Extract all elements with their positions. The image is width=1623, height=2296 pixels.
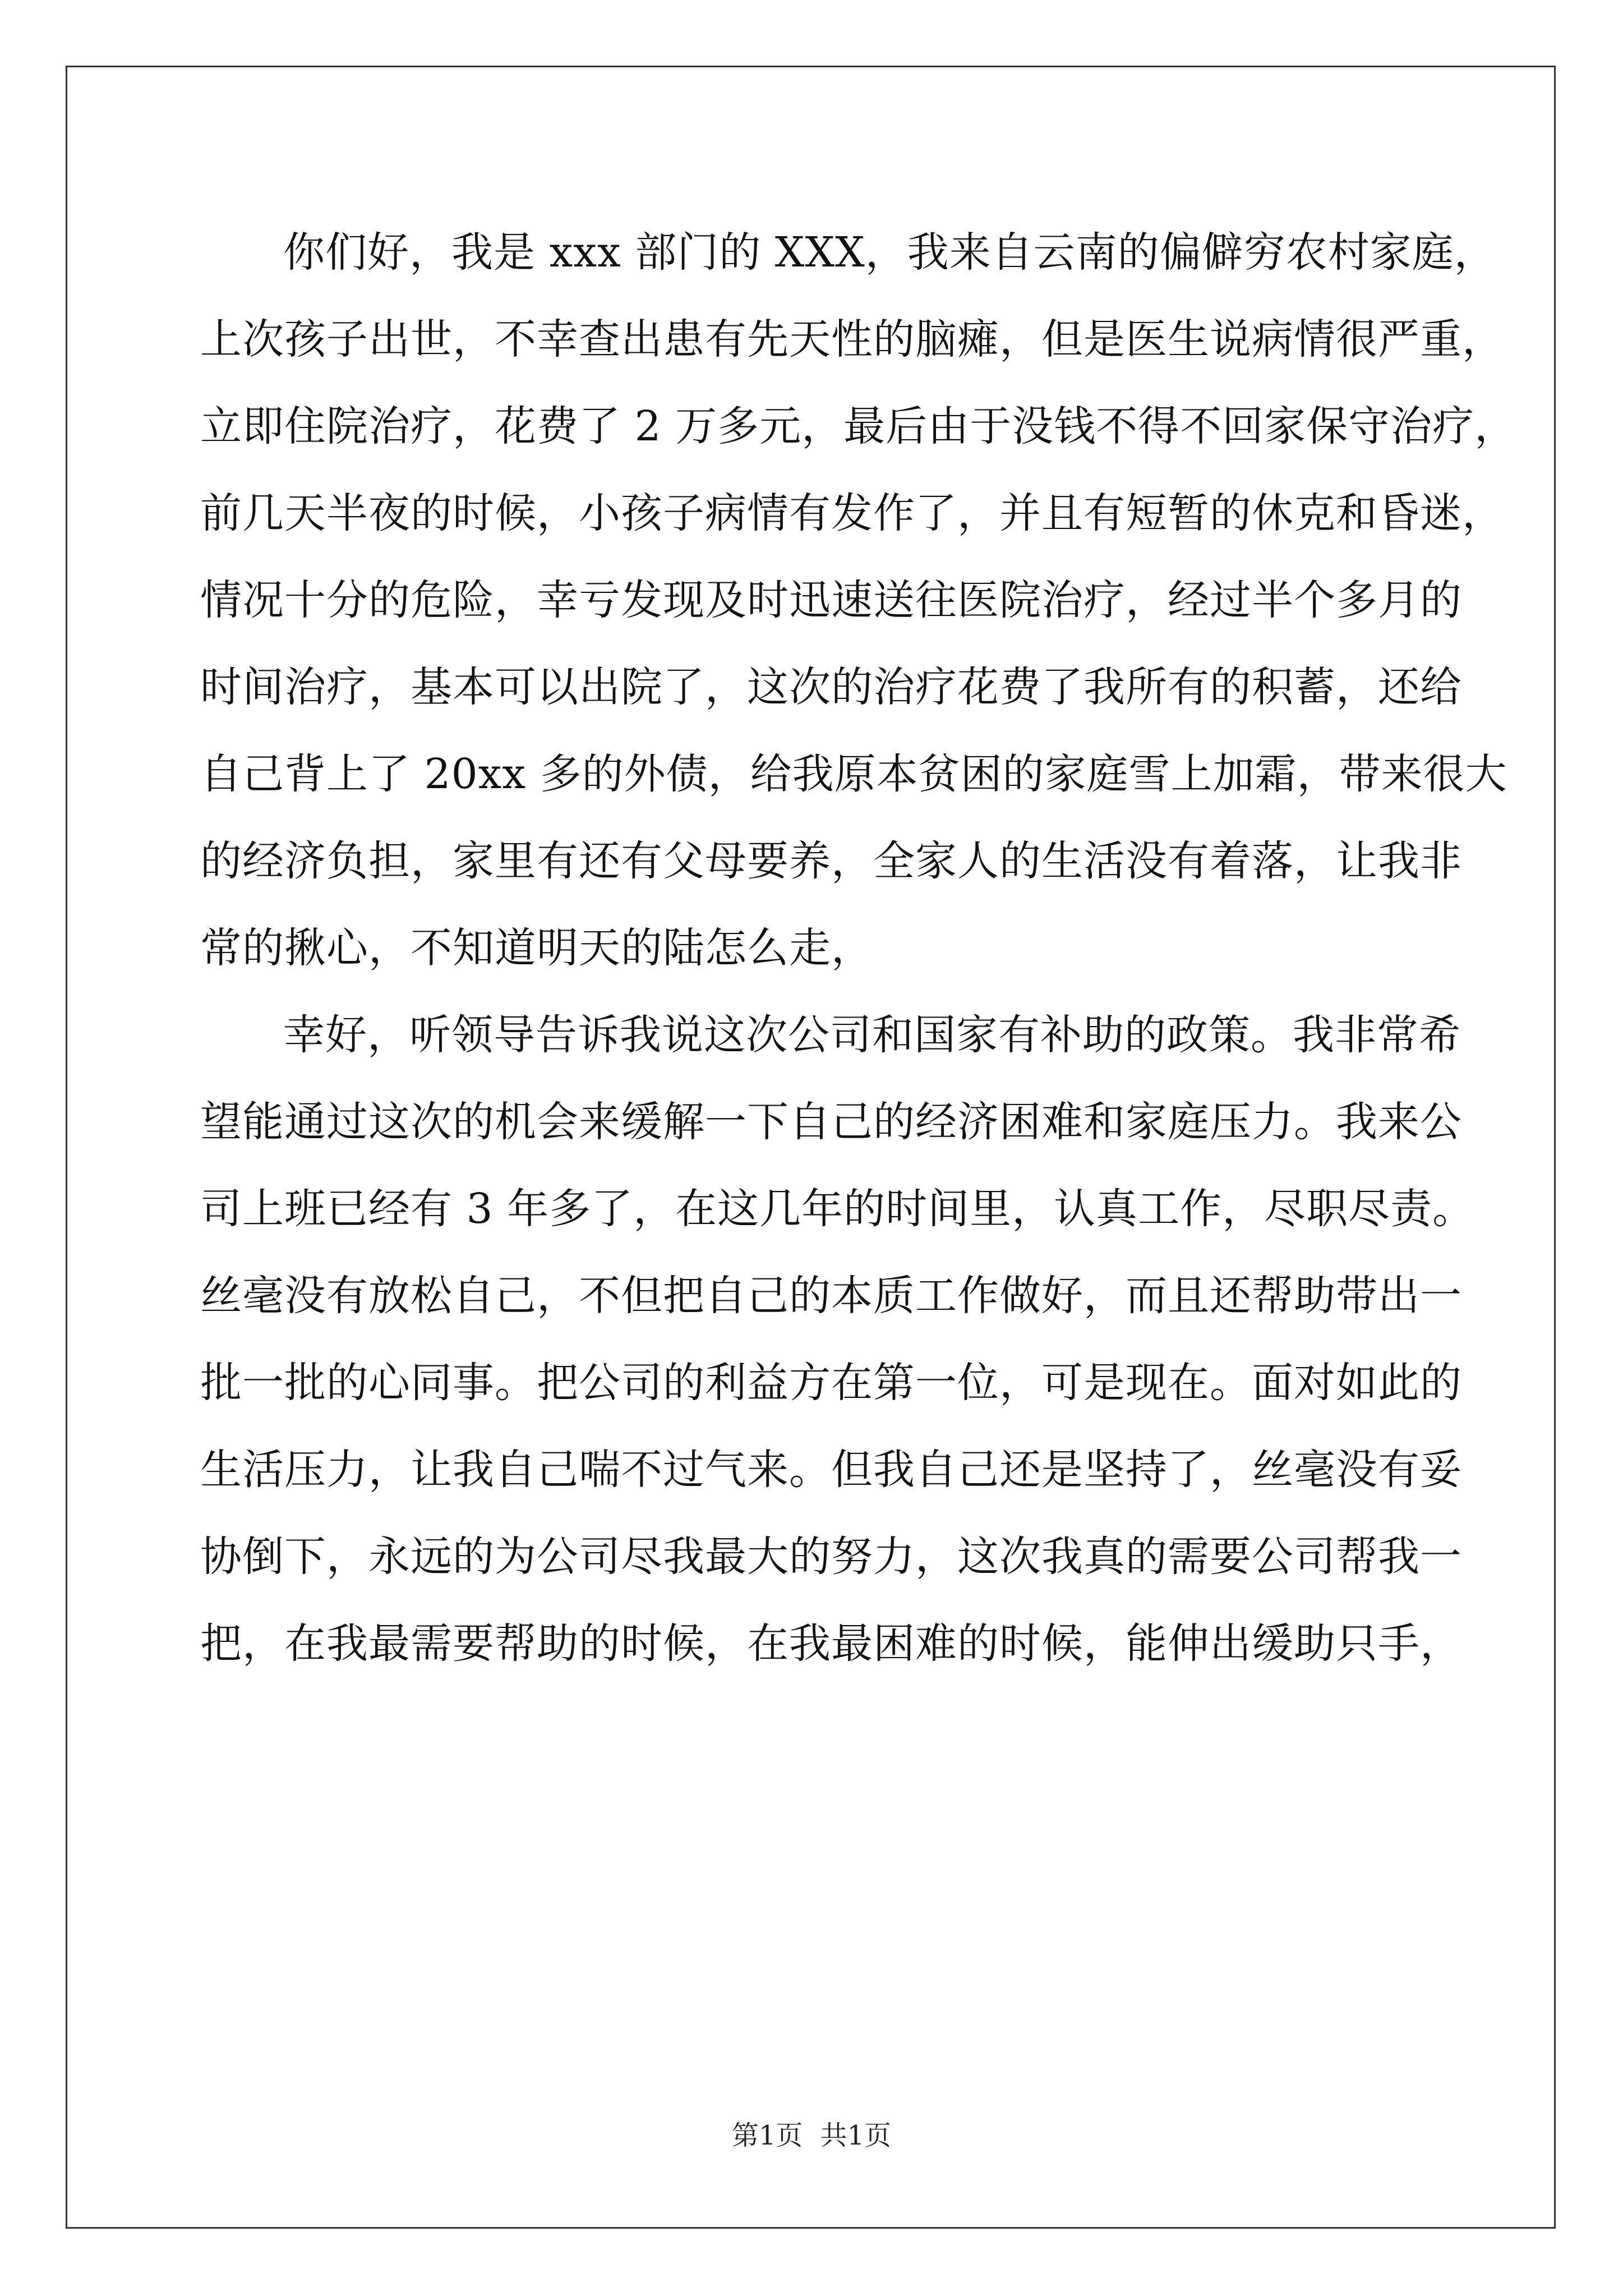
text-line: 时间治疗，基本可以出院了，这次的治疗花费了我所有的积蓄，还给 [200,663,1462,711]
page-number-current: 第1页 [731,2120,803,2151]
text-line: 望能通过这次的机会来缓解一下自己的经济困难和家庭压力。我来公 [200,1098,1462,1146]
text-line: 立即住院治疗，花费了 2 万多元，最后由于没钱不得不回家保守治疗， [200,402,1517,450]
page-footer [0,2114,1623,2152]
text-line: 情况十分的危险，幸亏发现及时迅速送往医院治疗，经过半个多月的 [200,576,1462,624]
text-line: 你们好，我是 xxx 部门的 XXX，我来自云南的偏僻穷农村家庭， [283,228,1496,277]
paragraph-1 [200,215,1517,997]
text-line: 幸好，听领导告诉我说这次公司和国家有补助的政策。我非常希 [283,1011,1461,1059]
document-body [200,215,1517,1693]
page-number-total: 共1页 [820,2120,892,2151]
text-line: 丝毫没有放松自己，不但把自己的本质工作做好，而且还帮助带出一 [200,1272,1462,1320]
text-line: 生活压力，让我自己喘不过气来。但我自己还是坚持了，丝毫没有妥 [200,1446,1462,1494]
text-line: 上次孩子出世，不幸查出患有先天性的脑瘫，但是医生说病情很严重， [200,315,1504,364]
text-line: 把，在我最需要帮助的时候，在我最困难的时候，能伸出缓助只手， [200,1619,1462,1668]
text-line: 司上班已经有 3 年多了，在这几年的时间里，认真工作，尽职尽责。 [200,1185,1475,1233]
text-line: 协倒下，永远的为公司尽我最大的努力，这次我真的需要公司帮我一 [200,1533,1462,1581]
text-line: 批一批的心同事。把公司的利益方在第一位，可是现在。面对如此的 [200,1359,1462,1407]
text-line: 常的揪心，不知道明天的陆怎么走， [200,924,873,972]
paragraph-2 [200,997,1475,1693]
text-line: 的经济负担，家里有还有父母要养，全家人的生活没有着落，让我非 [200,837,1462,885]
text-line: 自己背上了 20xx 多的外债，给我原本贫困的家庭雪上加霜，带来很大 [200,750,1507,798]
text-line: 前几天半夜的时候，小孩子病情有发作了，并且有短暂的休克和昏迷， [200,489,1504,537]
